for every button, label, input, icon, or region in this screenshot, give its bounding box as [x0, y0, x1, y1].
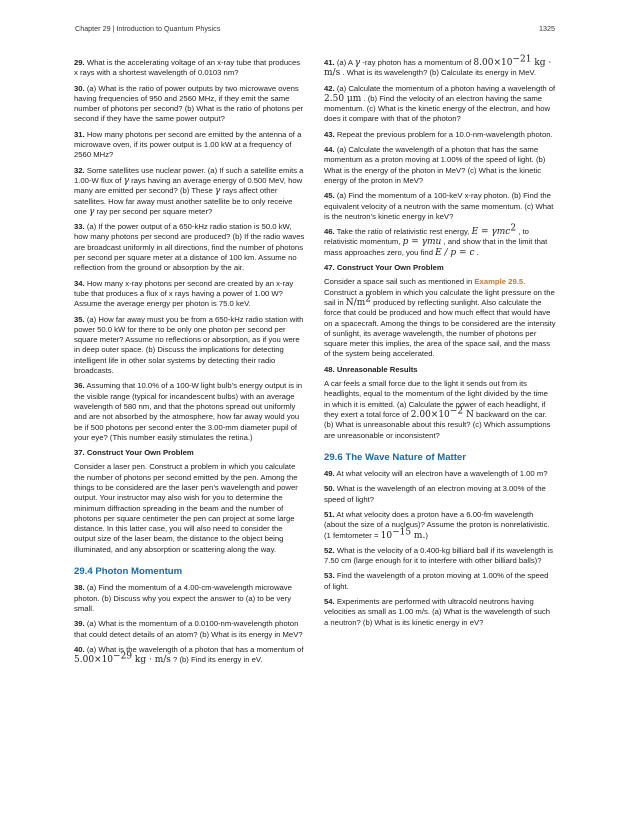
problem-34: 34. How many x-ray photons per second are created by an x-ray tube that produces a flux of x rays having a power of 1.00 W? Assume the average energy per photon is 75.0 keV.	[74, 278, 294, 309]
problem-39: 39. (a) What is the momentum of a 0.0100-nm-wavelength photon that could detect details of an atom? (b) What is its energy in MeV?	[74, 619, 303, 639]
problem-44: 44. (a) Calculate the wavelength of a photon that has the same momentum as a proton moving at 1.00% of the speed of light. (b) What is the energy of the photon in MeV? (c) What is the kinetic energy of the proton in MeV?	[324, 145, 546, 185]
problem-48: A car feels a small force due to the light it sends out from its headlights, equal to the momentum of the light divided by the time in which it is emitted. (a) Calculate the power of each headlight, if they exert a total force of $2.00\times 10^{-2}$ N backward on the car. (b) What is unreasonable about this result? (c) Which assumptions are unreasonable or inconsistent?	[324, 379, 551, 440]
problem-42: 42. (a) Calculate the momentum of a photon having a wavelength of 2.50 μm . (b) Find the velocity of an electron having the same momentum. (c) What is the kinetic energy of the electron, and how does it compare with that of the photon?	[324, 83, 556, 124]
section-heading-photon-momentum: 29.4 Photon Momentum	[74, 566, 183, 578]
chapter-title: Chapter 29 | Introduction to Quantum Physics	[75, 24, 221, 33]
problem-52: 52. What is the velocity of a 0.400-kg billiard ball if its wavelength is 7.50 cm (large enough for it to interfere with other billiard balls)?	[324, 545, 554, 566]
problem-36: 36. Assuming that 10.0% of a 100-W light bulb’s energy output is in the visible range (typical for incandescent bulbs) with an average wavelength of 580 nm, and that the photons spread out uniformly and are not absorbed by the atmosphere, how far away would you be if 500 photons per second enter the 3.00-mm diameter pupil of your eye? (This number easily stimulates the retina.)	[74, 381, 303, 442]
problem-30: 30. (a) What is the ratio of power outputs by two microwave ovens having frequencies of 950 and 2560 MHz, if they emit the same number of photons per second? (b) What is the ratio of photons per second if they have the same power output?	[74, 83, 304, 124]
problem-37-heading: 37. Construct Your Own Problem	[74, 448, 194, 458]
problem-46: 46. Take the ratio of relativistic rest energy, E = γmc$^2$ , to relativistic momentum, p = γmu , and show that in the limit that mass approaches zero, you find E / p = c .	[324, 223, 548, 258]
problem-41: 41. (a) A γ -ray photon has a momentum of $8.00\times 10^{-21}$ kg · m/s . What is its wavelength? (b) Calculate its energy in MeV.	[324, 54, 552, 79]
problem-29: 29. What is the accelerating voltage of an x-ray tube that produces x rays with a shortest wavelength of 0.0103 nm?	[74, 58, 301, 78]
problem-35: 35. (a) How far away must you be from a 650-kHz radio station with power 50.0 kW for there to be only one photon per second per square meter? Assume no reflections or absorption, as if you were in deep outer space. (b) Discuss the implications for detecting intelligent life in other solar systems by detecting their radio broadcasts.	[74, 314, 304, 376]
problem-51: 51. At what velocity does a proton have a 6.00-fm wavelength (about the size of a nucleus)? Assume the proton is nonrelativistic. (1 femtometer = $10^{-15}$ m.)	[324, 509, 550, 541]
problem-33: 33. (a) If the power output of a 650-kHz radio station is 50.0 kW, how many photons per second are produced? (b) If the radio waves are broadcast uniformly in all directions, find the number of photons per second per square meter at a distance of 100 km. Assume no reflection from the ground or absorption by the air.	[74, 222, 305, 273]
example-link[interactable]: Example 29.5	[474, 277, 524, 287]
problem-48-heading: 48. Unreasonable Results	[324, 364, 418, 374]
problem-54: 54. Experiments are performed with ultracold neutrons having velocities as small as 1.00 m/s. (a) What is the wavelength of such a neutron? (b) What is its kinetic energy in eV?	[324, 597, 551, 627]
problem-38: 38. (a) Find the momentum of a 4.00-cm-wavelength microwave photon. (b) Discuss why you expect the answer to (a) to be very small.	[74, 583, 292, 613]
problem-49: 49. At what velocity will an electron have a wavelength of 1.00 m?	[324, 469, 548, 479]
right-column	[324, 54, 556, 633]
problem-50: 50. What is the wavelength of an electron moving at 3.00% of the speed of light?	[324, 484, 546, 504]
page-number: 1325	[539, 24, 555, 33]
problem-37: Consider a laser pen. Construct a problem in which you calculate the number of photons per second emitted by the pen. Among the things to be considered are the laser pen’s wavelength and power output. Your instructor may also wish for you to determine the minimum diffraction spreading in the beam and the number of photons per square centimeter the pen can project at some large distance. In this latter case, you will also need to consider the output size of the laser beam, the distance to the object being illuminated, and any absorption or scattering along the way.	[74, 462, 298, 554]
page-header	[75, 24, 555, 33]
problem-43: 43. Repeat the previous problem for a 10.0-nm-wavelength photon.	[324, 129, 553, 139]
problem-40: 40. (a) What is the wavelength of a photon that has a momentum of $5.00\times 10^{-29}$ kg · m/s ? (b) Find its energy in eV.	[74, 644, 304, 666]
left-column	[74, 58, 306, 670]
problem-32: 32. Some satellites use nuclear power. (a) If such a satellite emits a 1.00-W flux of γ rays having an average energy of 0.500 MeV, how many are emitted per second? (b) These γ rays affect other satellites. How far away must another satellite be to only receive one γ ray per second per square meter?	[74, 165, 304, 217]
section-heading-wave-nature: 29.6 The Wave Nature of Matter	[324, 451, 466, 463]
problem-31: 31. How many photons per second are emitted by the antenna of a microwave oven, if its power output is 1.00 kW at a frequency of 2560 MHz?	[74, 129, 302, 160]
problem-47-heading: 47. Construct Your Own Problem	[324, 263, 444, 273]
problem-47: Consider a space sail such as mentioned in Example 29.5. Construct a problem in which you calculate the light pressure on the sail in $N/m^2$ produced by reflecting sunlight. Also calculate the force that could be produced and how much effect that would have on a spacecraft. Among the things to be considered are the intensity of sunlight, its average wavelength, the number of photons per square meter this implies, the area of the space sail, and the mass of the system being accelerated.	[324, 277, 556, 359]
problem-53: 53. Find the wavelength of a proton moving at 1.00% of the speed of light.	[324, 571, 549, 591]
problem-45: 45. (a) Find the momentum of a 100-keV x-ray photon. (b) Find the equivalent velocity of a neutron with the same momentum. (c) What is the neutron’s kinetic energy in keV?	[324, 191, 554, 221]
